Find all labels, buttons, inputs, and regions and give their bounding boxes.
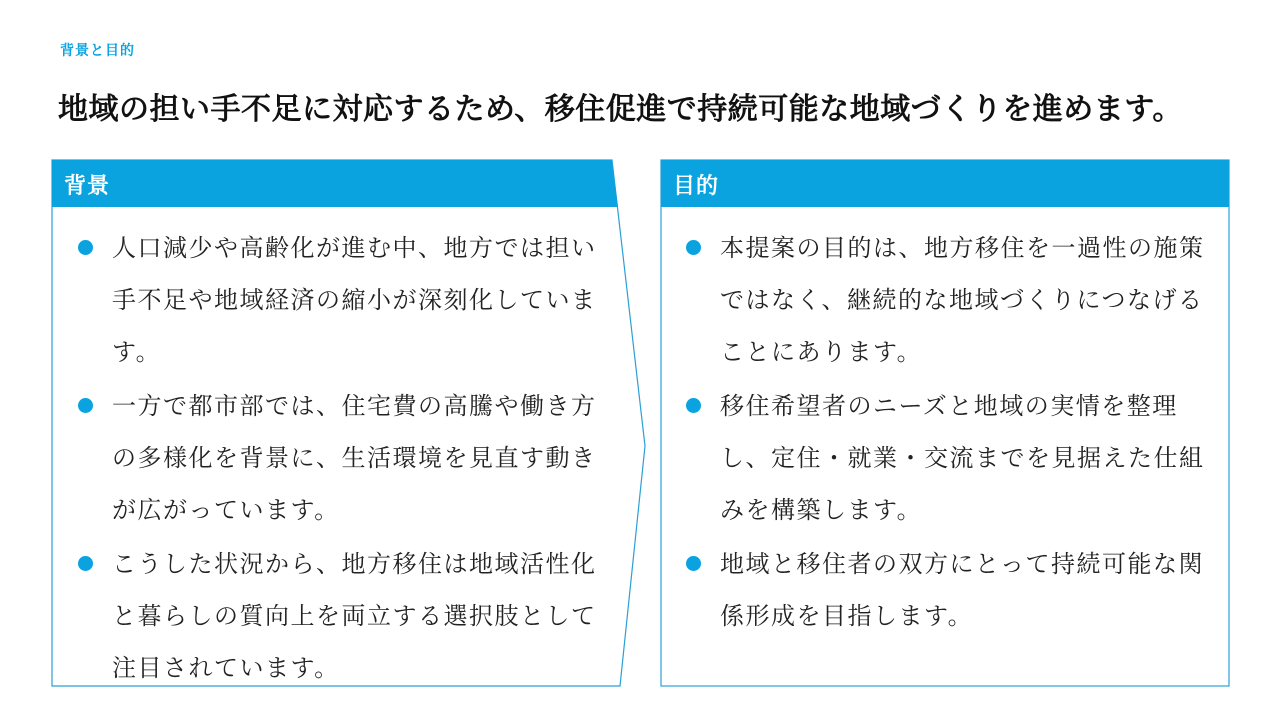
bullet-dot-icon (686, 398, 701, 413)
bullet-dot-icon (686, 240, 701, 255)
bullet-text: 本提案の目的は、地方移住を一過性の施策ではなく、継続的な地域づくりにつなげることにあります。 (720, 234, 1205, 366)
bullet-text: 地域と移住者の双方にとって持続可能な関係形成を目指します。 (720, 550, 1205, 630)
purpose-panel-title: 目的 (673, 174, 720, 199)
list-item (686, 538, 1210, 642)
page-title: 地域の担い手不足に対応するため、移住促進で持続可能な地域づくりを進めます。 (58, 92, 1183, 127)
list-item (78, 538, 598, 694)
bullet-text: こうした状況から、地方移住は地域活性化と暮らしの質向上を両立する選択肢として注目されています。 (112, 550, 597, 682)
purpose-panel-header (661, 160, 1229, 207)
bullet-dot-icon (686, 556, 701, 571)
list-item (686, 380, 1210, 536)
list-item (686, 222, 1210, 378)
background-panel-title: 背景 (64, 174, 111, 199)
list-item (78, 222, 598, 378)
background-bullet-list (78, 222, 598, 696)
bullet-dot-icon (78, 398, 93, 413)
bullet-text: 移住希望者のニーズと地域の実情を整理し、定住・就業・交流までを見据えた仕組みを構築します。 (720, 392, 1205, 524)
bullet-dot-icon (78, 556, 93, 571)
bullet-dot-icon (78, 240, 93, 255)
list-item (78, 380, 598, 536)
bullet-text: 人口減少や高齢化が進む中、地方では担い手不足や地域経済の縮小が深刻化しています。 (112, 234, 597, 366)
section-eyebrow: 背景と目的 (60, 43, 135, 59)
background-panel-header (52, 160, 618, 207)
bullet-text: 一方で都市部では、住宅費の高騰や働き方の多様化を背景に、生活環境を見直す動きが広がっています。 (112, 392, 597, 524)
purpose-bullet-list (686, 222, 1210, 644)
